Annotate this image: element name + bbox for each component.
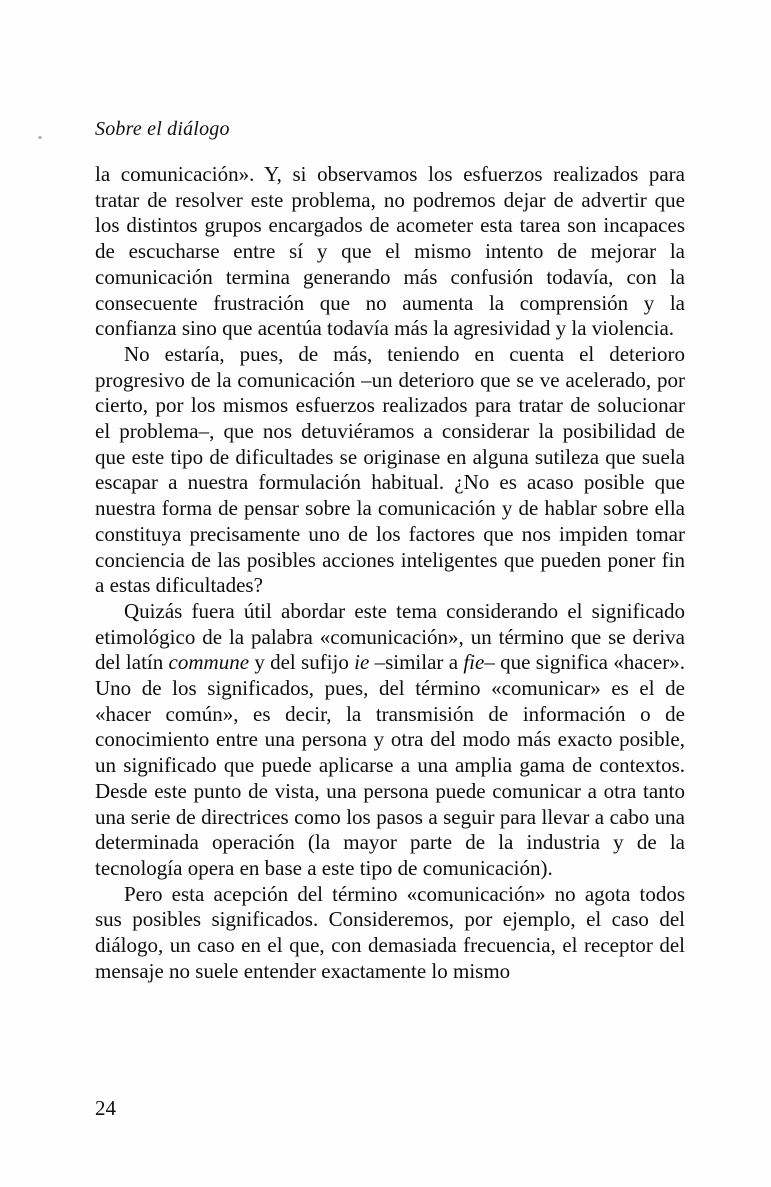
text-segment: y del sufijo [249, 650, 355, 675]
paragraph [95, 162, 685, 342]
paragraph [95, 342, 685, 599]
text-segment: No estaría, pues, de más, teniendo en cuenta el deterioro progresivo de la comunicación –un deterioro que se ve acelerado, por cierto, por los mismos esfuerzos realizados para tratar de solucionar el problema–, que nos detuviéramos a considerar la posibilidad de que este tipo de dificultades se originase en alguna sutileza que suela escapar a nuestra formulación habitual. ¿No es acaso posible que nuestra forma de pensar sobre la comunicación y de hablar sobre ella constituya precisamente uno de los factores que nos impiden tomar conciencia de las posibles acciones inteligentes que pueden poner fin a estas dificultades? [95, 341, 685, 598]
italic-term: ie [354, 650, 370, 675]
text-segment: Pero esta acepción del término «comunicación» no agota todos sus posibles significados. Consideremos, por ejemplo, el caso del diálogo, un caso en el que, con demasiada frecuencia, el receptor del mensaje no suele entender exactamente lo mismo [95, 881, 685, 983]
text-segment: –similar a [369, 650, 464, 675]
text-segment: Quizás fuera útil abordar este tema considerando el significado etimológico de la palabra «comunicación», un término que se deriva del latín [95, 598, 685, 675]
page-number: 24 [95, 1096, 116, 1120]
italic-term: fie [463, 650, 485, 675]
paragraph [95, 882, 685, 985]
text-segment: – que significa «hacer». Uno de los significados, pues, del término «comunicar» es el de «hacer común», es decir, la transmisión de información o de conocimiento entre una persona y otra del modo más exacto posible, un significado que puede aplicarse a una amplia gama de contextos. Desde este punto de vista, una persona puede comunicar a otra tanto una serie de directrices como los pasos a seguir para llevar a cabo una determinada operación (la mayor parte de la industria y de la tecnología opera en base a este tipo de comunicación). [95, 650, 685, 880]
text-segment: la comunicación». Y, si observamos los esfuerzos realizados para tratar de resolver este problema, no podremos dejar de advertir que los distintos grupos encargados de acometer esta tarea son incapaces de escucharse entre sí y que el mismo intento de mejorar la comunicación termina generando más confusión todavía, con la consecuente frustración que no aumenta la comprensión y la confianza sino que acentúa todavía más la agresividad y la violencia. [95, 162, 685, 341]
running-header: Sobre el diálogo [95, 118, 230, 140]
italic-term: commune [168, 650, 250, 675]
scan-speck [38, 136, 42, 139]
paragraph [95, 599, 685, 882]
page-body [95, 162, 685, 985]
